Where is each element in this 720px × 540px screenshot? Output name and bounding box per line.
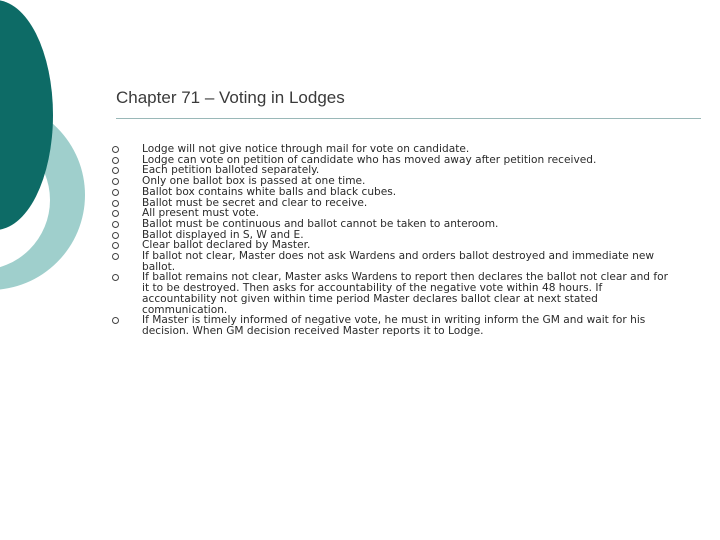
list-item-text: Clear ballot declared by Master. <box>142 239 311 252</box>
list-item-text: All present must vote. <box>142 207 260 220</box>
list-item <box>112 251 672 272</box>
list-item-text: Ballot displayed in S, W and E. <box>142 228 304 241</box>
hollow-circle-bullet-icon <box>112 221 119 228</box>
list-item <box>112 272 672 315</box>
decorative-circles <box>0 0 120 300</box>
hollow-circle-bullet-icon <box>112 253 119 260</box>
list-item-text: Only one ballot box is passed at one time. <box>142 175 366 188</box>
list-item-text: If ballot not clear, Master does not ask Wardens and orders ballot destroyed and immediate new ballot. <box>142 250 655 273</box>
list-item-text: If ballot remains not clear, Master asks Wardens to report then declares the ballot not clear and for it to be destroyed. Then asks for accountability of the negative vote within 48 hours. If accountability not given within time period Master declares ballot clear at next stated communication. <box>142 271 668 316</box>
hollow-circle-bullet-icon <box>112 146 119 153</box>
list-item-text: Each petition balloted separately. <box>142 164 320 177</box>
hollow-circle-bullet-icon <box>112 210 119 217</box>
hollow-circle-bullet-icon <box>112 157 119 164</box>
hollow-circle-bullet-icon <box>112 200 119 207</box>
bullet-list <box>112 144 672 337</box>
list-item-text: Ballot must be secret and clear to receive. <box>142 196 368 209</box>
list-item-text: Ballot box contains white balls and black cubes. <box>142 185 397 198</box>
list-item-text: Lodge can vote on petition of candidate who has moved away after petition received. <box>142 153 597 166</box>
list-item-text: Lodge will not give notice through mail for vote on candidate. <box>142 143 470 155</box>
hollow-circle-bullet-icon <box>112 317 119 324</box>
hollow-circle-bullet-icon <box>112 189 119 196</box>
hollow-circle-bullet-icon <box>112 242 119 249</box>
list-item-text: Ballot must be continuous and ballot cannot be taken to anteroom. <box>142 217 499 230</box>
slide-title: Chapter 71 – Voting in Lodges <box>116 88 345 107</box>
hollow-circle-bullet-icon <box>112 167 119 174</box>
hollow-circle-bullet-icon <box>112 274 119 281</box>
hollow-circle-bullet-icon <box>112 232 119 239</box>
hollow-circle-bullet-icon <box>112 178 119 185</box>
list-item-text: If Master is timely informed of negative vote, he must in writing inform the GM and wait for his decision. When GM decision received Master reports it to Lodge. <box>142 314 646 337</box>
list-item <box>112 315 672 336</box>
title-divider <box>116 118 701 119</box>
